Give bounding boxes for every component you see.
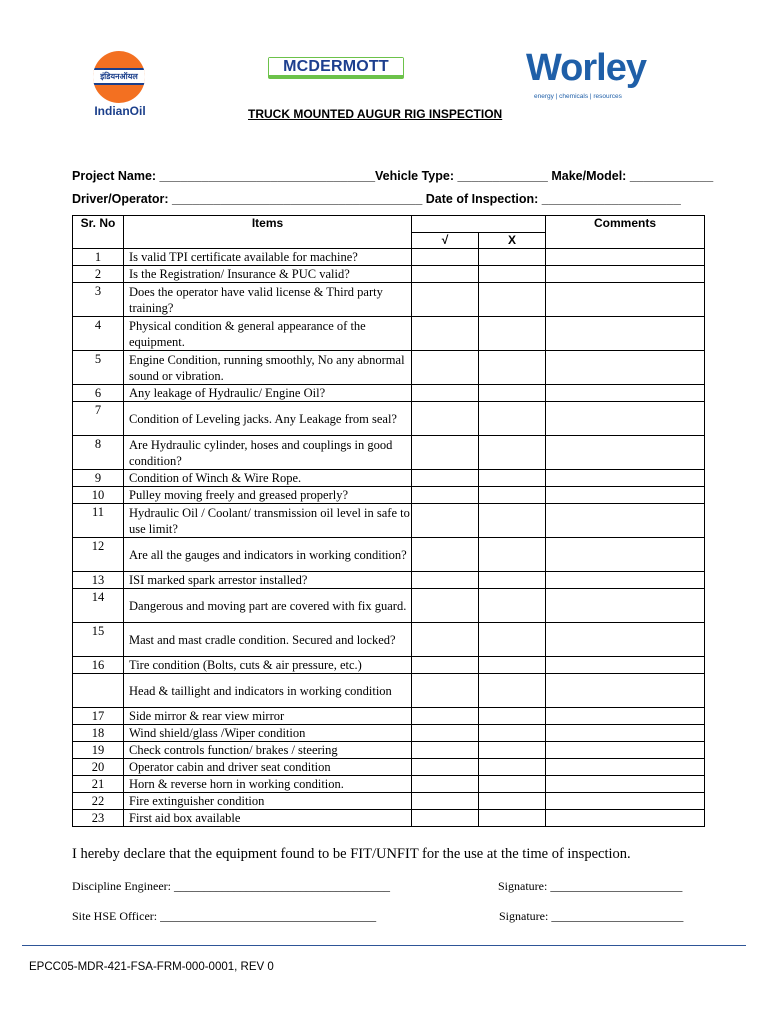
row-x-cell[interactable]: [479, 538, 546, 572]
row-comments-cell[interactable]: [546, 589, 705, 623]
table-row: [73, 810, 705, 827]
row-sr-no: 13: [73, 572, 124, 589]
row-item: Is the Registration/ Insurance & PUC valid?: [124, 266, 412, 283]
table-row: [73, 385, 705, 402]
row-sr-no: 4: [73, 317, 124, 351]
row-sr-no: 8: [73, 436, 124, 470]
row-ok-cell[interactable]: [412, 725, 479, 742]
row-comments-cell[interactable]: [546, 249, 705, 266]
row-ok-cell[interactable]: [412, 623, 479, 657]
row-sr-no: 15: [73, 623, 124, 657]
row-item: Does the operator have valid license & Third party training?: [124, 283, 412, 317]
row-x-cell[interactable]: [479, 589, 546, 623]
row-sr-no: 18: [73, 725, 124, 742]
row-ok-cell[interactable]: [412, 742, 479, 759]
row-item: Horn & reverse horn in working condition.: [124, 776, 412, 793]
declaration-statement: I hereby declare that the equipment found to be FIT/UNFIT for the use at the time of inspection.: [72, 846, 631, 862]
row-comments-cell[interactable]: [546, 759, 705, 776]
row-sr-no: 23: [73, 810, 124, 827]
row-sr-no: 22: [73, 793, 124, 810]
table-row: [73, 266, 705, 283]
table-row: [73, 436, 705, 470]
row-x-cell[interactable]: [479, 572, 546, 589]
row-item: Are Hydraulic cylinder, hoses and couplings in good condition?: [124, 436, 412, 470]
row-ok-cell[interactable]: [412, 470, 479, 487]
table-row: [73, 283, 705, 317]
row-comments-cell[interactable]: [546, 402, 705, 436]
row-x-cell[interactable]: [479, 657, 546, 674]
row-x-cell[interactable]: [479, 266, 546, 283]
header-sr-no: Sr. No: [73, 216, 124, 249]
table-row: [73, 470, 705, 487]
row-sr-no: 14: [73, 589, 124, 623]
row-sr-no: 2: [73, 266, 124, 283]
row-sr-no: 16: [73, 657, 124, 674]
table-row: [73, 538, 705, 572]
row-comments-cell[interactable]: [546, 351, 705, 385]
worley-logo: [526, 47, 652, 104]
table-row: [73, 623, 705, 657]
row-sr-no: 10: [73, 487, 124, 504]
driver-date-row: Driver/Operator: ____________________________________ Date of Inspection: ____________________: [72, 192, 681, 206]
table-row: [73, 725, 705, 742]
row-ok-cell[interactable]: [412, 674, 479, 708]
row-item: Physical condition & general appearance of the equipment.: [124, 317, 412, 351]
row-x-cell[interactable]: [479, 776, 546, 793]
row-sr-no: 5: [73, 351, 124, 385]
row-x-cell[interactable]: [479, 504, 546, 538]
table-row: [73, 487, 705, 504]
row-x-cell[interactable]: [479, 793, 546, 810]
row-ok-cell[interactable]: [412, 759, 479, 776]
row-ok-cell[interactable]: [412, 572, 479, 589]
document-title: TRUCK MOUNTED AUGUR RIG INSPECTION: [248, 107, 503, 121]
row-x-cell[interactable]: [479, 436, 546, 470]
table-row: [73, 742, 705, 759]
row-sr-no: 9: [73, 470, 124, 487]
row-item: Engine Condition, running smoothly, No any abnormal sound or vibration.: [124, 351, 412, 385]
row-ok-cell[interactable]: [412, 708, 479, 725]
worley-wordmark: Worley: [526, 47, 647, 89]
row-x-cell[interactable]: [479, 674, 546, 708]
table-row: [73, 589, 705, 623]
row-comments-cell[interactable]: [546, 470, 705, 487]
row-x-cell[interactable]: [479, 317, 546, 351]
row-comments-cell[interactable]: [546, 283, 705, 317]
row-x-cell[interactable]: [479, 249, 546, 266]
mcdermott-wordmark: MCDERMOTT: [269, 58, 403, 75]
row-x-cell[interactable]: [479, 351, 546, 385]
row-sr-no: 1: [73, 249, 124, 266]
row-x-cell[interactable]: [479, 402, 546, 436]
row-ok-cell[interactable]: [412, 810, 479, 827]
row-x-cell[interactable]: [479, 725, 546, 742]
row-comments-cell[interactable]: [546, 487, 705, 504]
table-row: [73, 776, 705, 793]
row-comments-cell[interactable]: [546, 776, 705, 793]
row-item: Condition of Winch & Wire Rope.: [124, 470, 412, 487]
row-comments-cell[interactable]: [546, 810, 705, 827]
header-ok-mark: √: [412, 233, 479, 249]
table-row: [73, 674, 705, 708]
row-comments-cell[interactable]: [546, 538, 705, 572]
row-x-cell[interactable]: [479, 385, 546, 402]
table-row: [73, 351, 705, 385]
row-ok-cell[interactable]: [412, 504, 479, 538]
table-row: [73, 793, 705, 810]
row-item: Is valid TPI certificate available for machine?: [124, 249, 412, 266]
row-item: Hydraulic Oil / Coolant/ transmission oil level in safe to use limit?: [124, 504, 412, 538]
row-item: Tire condition (Bolts, cuts & air pressure, etc.): [124, 657, 412, 674]
row-sr-no: 20: [73, 759, 124, 776]
row-item: Wind shield/glass /Wiper condition: [124, 725, 412, 742]
header-status: [412, 216, 546, 233]
table-row: [73, 317, 705, 351]
row-item: Check controls function/ brakes / steering: [124, 742, 412, 759]
row-item: Any leakage of Hydraulic/ Engine Oil?: [124, 385, 412, 402]
table-row: [73, 249, 705, 266]
indianoil-wordmark: IndianOil: [94, 104, 146, 118]
indianoil-emblem: [93, 51, 145, 103]
engineer-signature-field: Signature: ______________________: [498, 879, 683, 893]
header-comments: Comments: [546, 216, 705, 249]
row-comments-cell[interactable]: [546, 725, 705, 742]
row-item: Operator cabin and driver seat condition: [124, 759, 412, 776]
header-x-mark: X: [479, 233, 546, 249]
row-ok-cell[interactable]: [412, 385, 479, 402]
row-ok-cell[interactable]: [412, 538, 479, 572]
row-ok-cell[interactable]: [412, 436, 479, 470]
row-sr-no: 7: [73, 402, 124, 436]
row-item: Side mirror & rear view mirror: [124, 708, 412, 725]
row-item: Dangerous and moving part are covered with fix guard.: [124, 589, 412, 623]
footer-divider: [22, 945, 746, 946]
table-row: [73, 572, 705, 589]
row-sr-no: 11: [73, 504, 124, 538]
row-ok-cell[interactable]: [412, 776, 479, 793]
row-comments-cell[interactable]: [546, 708, 705, 725]
site-hse-officer-field: Site HSE Officer: ____________________________________: [72, 909, 377, 923]
row-ok-cell[interactable]: [412, 317, 479, 351]
row-comments-cell[interactable]: [546, 674, 705, 708]
row-sr-no: 12: [73, 538, 124, 572]
document-code: EPCC05-MDR-421-FSA-FRM-000-0001, REV 0: [29, 961, 274, 973]
row-x-cell[interactable]: [479, 759, 546, 776]
indianoil-logo: [90, 51, 150, 119]
table-row: [73, 759, 705, 776]
row-sr-no: 3: [73, 283, 124, 317]
row-x-cell[interactable]: [479, 810, 546, 827]
row-sr-no: 21: [73, 776, 124, 793]
row-comments-cell[interactable]: [546, 504, 705, 538]
row-sr-no: [73, 674, 124, 708]
row-sr-no: 6: [73, 385, 124, 402]
row-comments-cell[interactable]: [546, 623, 705, 657]
row-ok-cell[interactable]: [412, 793, 479, 810]
row-ok-cell[interactable]: [412, 266, 479, 283]
row-comments-cell[interactable]: [546, 793, 705, 810]
row-comments-cell[interactable]: [546, 436, 705, 470]
row-sr-no: 17: [73, 708, 124, 725]
header-items: Items: [124, 216, 412, 249]
row-x-cell[interactable]: [479, 487, 546, 504]
row-ok-cell[interactable]: [412, 249, 479, 266]
row-item: Pulley moving freely and greased properly?: [124, 487, 412, 504]
row-sr-no: 19: [73, 742, 124, 759]
hse-signature-field: Signature: ______________________: [499, 909, 684, 923]
row-ok-cell[interactable]: [412, 351, 479, 385]
mcdermott-logo: [268, 57, 404, 79]
table-row: [73, 657, 705, 674]
inspection-checklist-table: [72, 215, 705, 827]
worley-tagline: energy | chemicals | resources: [534, 93, 622, 100]
row-ok-cell[interactable]: [412, 402, 479, 436]
row-ok-cell[interactable]: [412, 657, 479, 674]
table-row: [73, 708, 705, 725]
row-x-cell[interactable]: [479, 470, 546, 487]
row-x-cell[interactable]: [479, 283, 546, 317]
project-vehicle-row: Project Name: _______________________________Vehicle Type: _____________ Make/Model: ____________: [72, 169, 714, 183]
row-comments-cell[interactable]: [546, 385, 705, 402]
row-ok-cell[interactable]: [412, 283, 479, 317]
row-item: Head & taillight and indicators in working condition: [124, 674, 412, 708]
row-x-cell[interactable]: [479, 708, 546, 725]
discipline-engineer-field: Discipline Engineer: ____________________________________: [72, 879, 390, 893]
row-item: Fire extinguisher condition: [124, 793, 412, 810]
row-item: Are all the gauges and indicators in working condition?: [124, 538, 412, 572]
indianoil-band-text: इंडियनऑयल: [100, 72, 138, 81]
row-item: ISI marked spark arrestor installed?: [124, 572, 412, 589]
row-item: First aid box available: [124, 810, 412, 827]
row-comments-cell[interactable]: [546, 317, 705, 351]
table-row: [73, 504, 705, 538]
row-ok-cell[interactable]: [412, 589, 479, 623]
row-x-cell[interactable]: [479, 742, 546, 759]
row-comments-cell[interactable]: [546, 266, 705, 283]
row-comments-cell[interactable]: [546, 742, 705, 759]
row-item: Condition of Leveling jacks. Any Leakage from seal?: [124, 402, 412, 436]
row-ok-cell[interactable]: [412, 487, 479, 504]
row-item: Mast and mast cradle condition. Secured and locked?: [124, 623, 412, 657]
table-row: [73, 402, 705, 436]
row-comments-cell[interactable]: [546, 657, 705, 674]
row-comments-cell[interactable]: [546, 572, 705, 589]
row-x-cell[interactable]: [479, 623, 546, 657]
